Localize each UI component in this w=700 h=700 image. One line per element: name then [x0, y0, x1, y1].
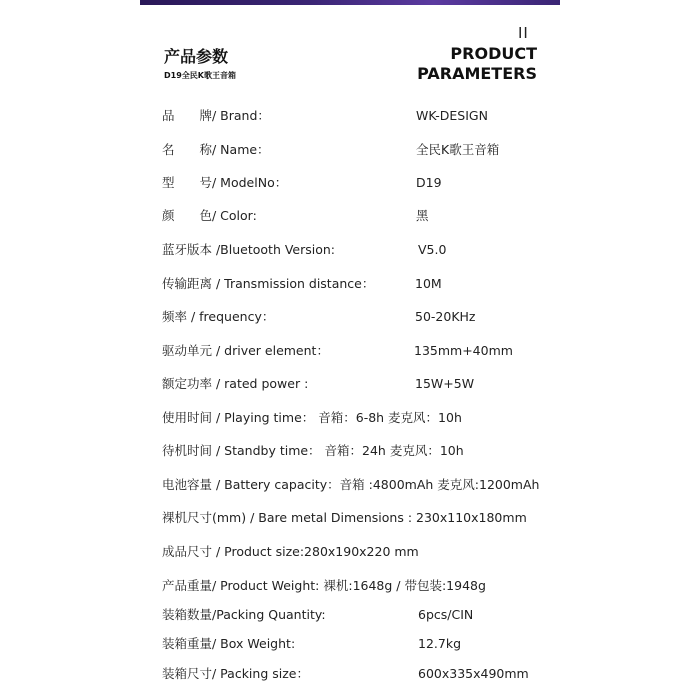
param-text: 待机时间 / Standby time： 音箱：24h 麦克风：10h [162, 443, 464, 458]
param-row-standby-time [0, 441, 700, 461]
param-row-brand [0, 106, 700, 126]
param-row-driver [0, 341, 700, 361]
param-value: 10M [415, 276, 442, 291]
param-label: 蓝牙版本 /Bluetooth Version: [162, 242, 336, 257]
param-row-product-size [0, 542, 700, 562]
param-row-transmission [0, 274, 700, 294]
param-row-packing-size [0, 664, 700, 684]
param-value: 15W+5W [415, 376, 475, 391]
param-row-color [0, 206, 700, 226]
title-english [417, 44, 537, 84]
param-value: WK-DESIGN [416, 108, 488, 123]
param-label: 颜 色/ Color: [162, 208, 257, 223]
param-text: 裸机尺寸(mm) / Bare metal Dimensions : 230x110x180mm [162, 510, 527, 525]
section-number: II [518, 24, 529, 42]
param-label: 品 牌/ Brand： [162, 108, 270, 123]
param-value: 全民K歌王音箱 [416, 142, 500, 157]
param-label: 驱动单元 / driver element： [162, 343, 329, 358]
param-row-power [0, 374, 700, 394]
param-value: 600x335x490mm [418, 666, 529, 681]
title-english-line1: PRODUCT [450, 44, 537, 63]
param-label: 传输距离 / Transmission distance： [162, 276, 375, 291]
title-chinese: 产品参数 [164, 47, 229, 66]
param-row-battery [0, 475, 700, 495]
param-row-playing-time [0, 408, 700, 428]
param-row-name [0, 140, 700, 160]
param-row-box-weight [0, 634, 700, 654]
param-value: D19 [416, 175, 442, 190]
param-row-bare-dimensions [0, 508, 700, 528]
param-label: 频率 / frequency： [162, 309, 275, 324]
param-row-model [0, 173, 700, 193]
param-text: 成品尺寸 / Product size:280x190x220 mm [162, 544, 419, 559]
param-label: 型 号/ ModelNo： [162, 175, 288, 190]
param-value: 12.7kg [418, 636, 462, 651]
param-label: 装箱尺寸/ Packing size： [162, 666, 309, 681]
param-value: 135mm+40mm [414, 343, 513, 358]
param-row-frequency [0, 307, 700, 327]
param-text: 电池容量 / Battery capacity：音箱 :4800mAh 麦克风:1200mAh [162, 477, 540, 492]
param-label: 额定功率 / rated power : [162, 376, 309, 391]
param-value: 50-20KHz [415, 309, 476, 324]
param-row-weight [0, 576, 700, 596]
param-label: 装箱数量/Packing Quantity: [162, 607, 326, 622]
param-value: V5.0 [418, 242, 447, 257]
param-row-packing-quantity [0, 605, 700, 625]
param-text: 使用时间 / Playing time： 音箱：6-8h 麦克风：10h [162, 410, 462, 425]
top-banner-strip [140, 0, 560, 5]
title-english-line2: PARAMETERS [417, 64, 537, 83]
param-label: 装箱重量/ Box Weight: [162, 636, 296, 651]
subtitle-chinese: D19全民K歌王音箱 [164, 71, 236, 80]
param-text: 产品重量/ Product Weight: 裸机:1648g / 带包装:1948g [162, 578, 486, 593]
param-value: 黑 [416, 208, 429, 223]
param-label: 名 称/ Name： [162, 142, 270, 157]
param-value: 6pcs/CIN [418, 607, 474, 622]
param-row-bluetooth [0, 240, 700, 260]
